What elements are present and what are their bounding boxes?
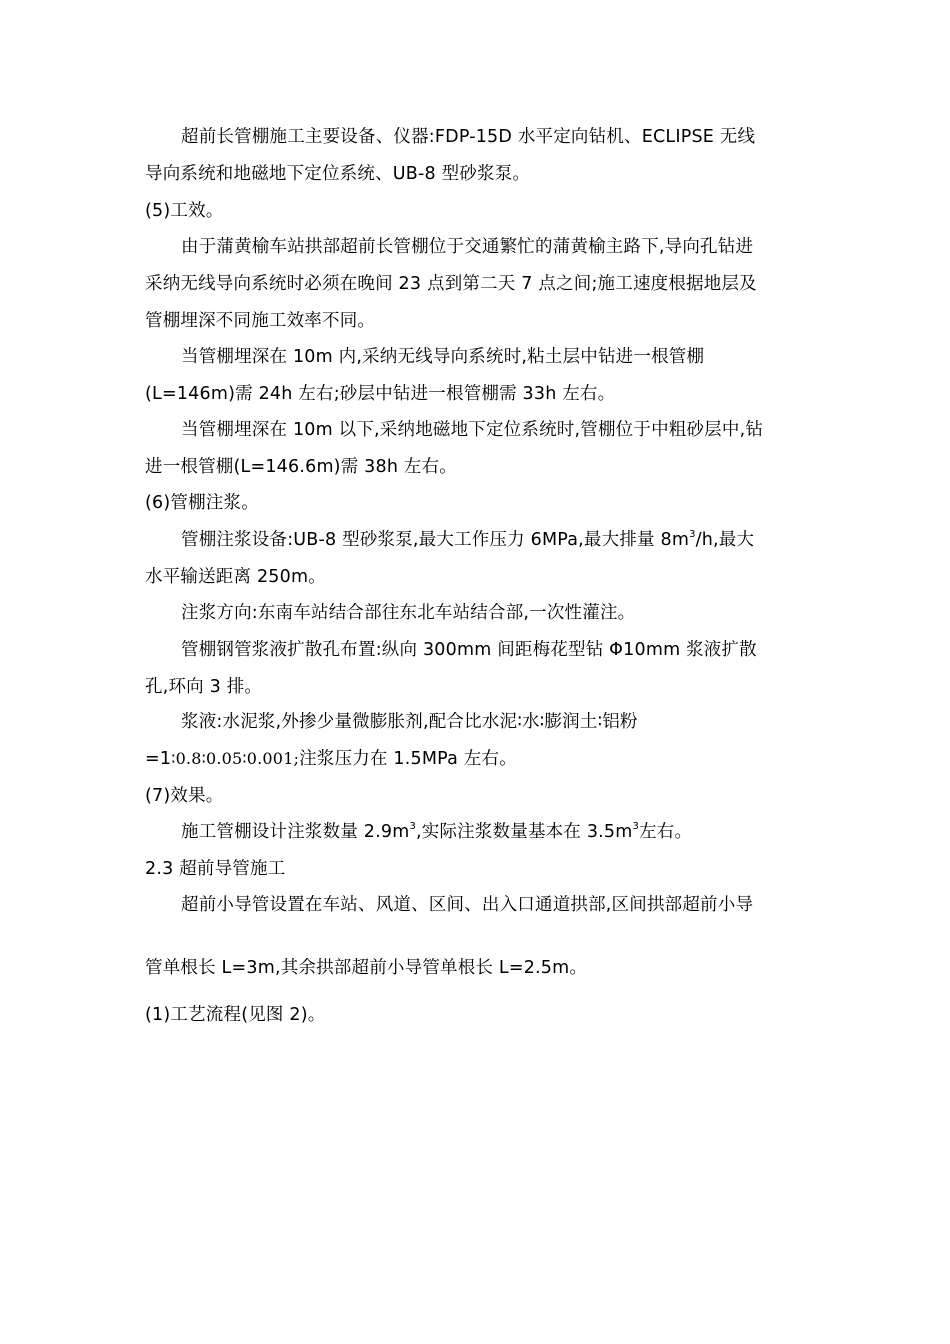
section-heading: 2.3 超前导管施工 bbox=[145, 859, 286, 879]
superscript: 3 bbox=[689, 529, 696, 540]
text-segment: 管棚注浆设备:UB-8 型砂浆泵,最大工作压力 6MPa,最大排量 8m bbox=[181, 530, 690, 550]
paragraph-line bbox=[181, 820, 692, 844]
section-heading: (1)工艺流程(见图 2)。 bbox=[145, 1005, 326, 1025]
text-segment: 左右。 bbox=[639, 822, 693, 842]
text-segment: =1 bbox=[145, 749, 172, 769]
paragraph-line: 水平输送距离 250m。 bbox=[145, 567, 326, 587]
paragraph-line: 管单根长 L=3m,其余拱部超前小导管单根长 L=2.5m。 bbox=[145, 958, 588, 978]
section-heading: (7)效果。 bbox=[145, 786, 224, 806]
text-segment: /h,最大 bbox=[695, 530, 755, 550]
text-segment: ∶0.8∶0.05∶0.001; bbox=[171, 749, 300, 768]
paragraph-line: 超前长管棚施工主要设备、仪器:FDP-15D 水平定向钻机、ECLIPSE 无线 bbox=[181, 127, 756, 147]
paragraph-line: 管棚埋深不同施工效率不同。 bbox=[145, 311, 376, 331]
paragraph-line: 当管棚埋深在 10m 以下,采纳地磁地下定位系统时,管棚位于中粗砂层中,钻 bbox=[181, 420, 764, 440]
text-segment: ,实际注浆数量基本在 3.5m bbox=[416, 822, 633, 842]
superscript: 3 bbox=[409, 821, 417, 832]
paragraph-line: 注浆方向:东南车站结合部往东北车站结合部,一次性灌注。 bbox=[181, 603, 636, 623]
paragraph-line: 孔,环向 3 排。 bbox=[145, 677, 263, 697]
paragraph-line: 进一根管棚(L=146.6m)需 38h 左右。 bbox=[145, 457, 457, 477]
paragraph-line: (L=146m)需 24h 左右;砂层中钻进一根管棚需 33h 左右。 bbox=[145, 384, 616, 404]
paragraph-line bbox=[145, 747, 517, 771]
paragraph-line: 超前小导管设置在车站、风道、区间、出入口通道拱部,区间拱部超前小导 bbox=[181, 895, 754, 915]
paragraph-line: 当管棚埋深在 10m 内,采纳无线导向系统时,粘土层中钻进一根管棚 bbox=[181, 347, 705, 367]
text-segment: 注浆压力在 1.5MPa 左右。 bbox=[299, 749, 517, 769]
paragraph-line: 浆液:水泥浆,外掺少量微膨胀剂,配合比水泥∶水∶膨润土∶铝粉 bbox=[181, 712, 638, 732]
paragraph-line: 管棚钢管浆液扩散孔布置:纵向 300mm 间距梅花型钻 Φ10mm 浆液扩散 bbox=[181, 640, 757, 660]
paragraph-line: 导向系统和地磁地下定位系统、UB-8 型砂浆泵。 bbox=[145, 164, 531, 184]
paragraph-line bbox=[181, 528, 754, 552]
section-heading: (6)管棚注浆。 bbox=[145, 493, 259, 513]
section-heading: (5)工效。 bbox=[145, 201, 224, 221]
paragraph-line: 采纳无线导向系统时必须在晚间 23 点到第二天 7 点之间;施工速度根据地层及 bbox=[145, 274, 757, 294]
paragraph-line: 由于蒲黄榆车站拱部超前长管棚位于交通繁忙的蒲黄榆主路下,导向孔钻进 bbox=[181, 237, 754, 257]
text-segment: 施工管棚设计注浆数量 2.9m bbox=[181, 822, 410, 842]
superscript: 3 bbox=[632, 821, 640, 832]
